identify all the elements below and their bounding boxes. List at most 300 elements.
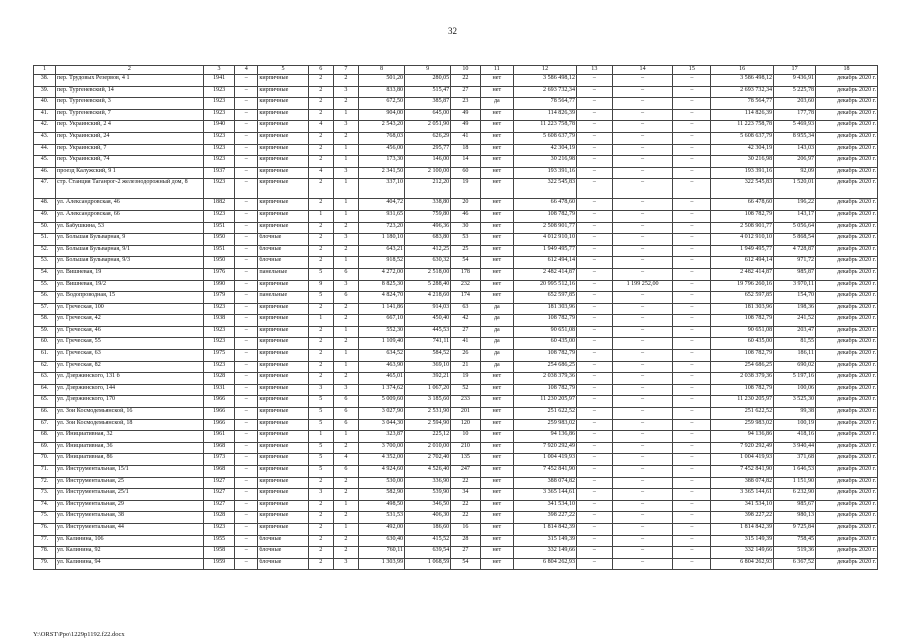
table-cell: 1958 xyxy=(203,547,234,559)
table-cell: – xyxy=(577,210,613,222)
table-row xyxy=(34,86,878,98)
table-cell: декабрь 2020 г. xyxy=(816,326,878,338)
table-cell: 1966 xyxy=(203,396,234,408)
table-cell: 25 xyxy=(451,245,480,257)
table-cell: 341 534,10 xyxy=(514,500,577,512)
table-cell: 1 004 419,93 xyxy=(514,454,577,466)
table-cell: – xyxy=(577,98,613,110)
table-cell: 2 531,90 xyxy=(405,408,451,420)
table-cell: 371,68 xyxy=(774,454,816,466)
table-cell: кирпичные xyxy=(258,396,308,408)
table-cell: – xyxy=(673,350,711,362)
table-cell: 1923 xyxy=(203,326,234,338)
table-cell: 552,30 xyxy=(358,326,404,338)
table-cell: – xyxy=(673,431,711,443)
table-cell: 42 304,19 xyxy=(514,144,577,156)
table-cell: 41. xyxy=(34,109,56,121)
table-cell: 2 594,90 xyxy=(405,419,451,431)
table-cell: – xyxy=(612,132,673,144)
table-cell: 3 xyxy=(333,384,358,396)
table-cell: нет xyxy=(480,547,514,559)
table-cell: 76. xyxy=(34,523,56,535)
table-cell: – xyxy=(673,454,711,466)
table-cell: 1 520,01 xyxy=(774,179,816,199)
table-cell: – xyxy=(577,547,613,559)
table-cell: 6 xyxy=(333,292,358,304)
table-row xyxy=(34,512,878,524)
table-cell: 108 782,79 xyxy=(514,384,577,396)
table-cell: 5 xyxy=(308,454,333,466)
table-cell: – xyxy=(612,121,673,133)
table-cell: 4 012 910,10 xyxy=(514,234,577,246)
table-cell: ул. Калинина, 106 xyxy=(56,535,204,547)
table-cell: 1966 xyxy=(203,408,234,420)
table-cell: 322 545,83 xyxy=(514,179,577,199)
column-header: 8 xyxy=(358,66,404,75)
table-row xyxy=(34,396,878,408)
table-cell: нет xyxy=(480,86,514,98)
table-cell: да xyxy=(480,98,514,110)
table-cell: 78. xyxy=(34,547,56,559)
table-cell: 1923 xyxy=(203,86,234,98)
table-row xyxy=(34,326,878,338)
table-cell: 5 xyxy=(308,292,333,304)
table-cell: 6 367,52 xyxy=(774,558,816,570)
column-header: 6 xyxy=(308,66,333,75)
table-cell: – xyxy=(235,245,258,257)
table-cell: ул. Калинина, 94 xyxy=(56,558,204,570)
column-header: 10 xyxy=(451,66,480,75)
table-cell: кирпичные xyxy=(258,222,308,234)
table-cell: – xyxy=(577,361,613,373)
table-cell: 1 xyxy=(333,199,358,211)
table-cell: 120 xyxy=(451,419,480,431)
table-row xyxy=(34,361,878,373)
table-cell: 1923 xyxy=(203,109,234,121)
table-cell: 27 xyxy=(451,547,480,559)
table-cell: кирпичные xyxy=(258,523,308,535)
table-row xyxy=(34,350,878,362)
table-cell: ул. Греческая, 55 xyxy=(56,338,204,350)
table-cell: ул. Калинина, 92 xyxy=(56,547,204,559)
table-row xyxy=(34,222,878,234)
table-cell: 7 452 841,90 xyxy=(514,466,577,478)
table-cell: 2 xyxy=(333,75,358,87)
table-cell: кирпичные xyxy=(258,326,308,338)
table-cell: – xyxy=(235,75,258,87)
table-cell: 3 xyxy=(333,167,358,179)
table-cell: 4 218,60 xyxy=(405,292,451,304)
table-cell: 2 508 901,77 xyxy=(711,222,774,234)
table-cell: 2 xyxy=(333,338,358,350)
table-cell: 68. xyxy=(34,431,56,443)
table-cell: 2 xyxy=(333,373,358,385)
table-cell: ул. Бабушкина, 53 xyxy=(56,222,204,234)
table-cell: – xyxy=(235,109,258,121)
table-cell: 1928 xyxy=(203,373,234,385)
table-cell: панельные xyxy=(258,292,308,304)
table-cell: – xyxy=(612,431,673,443)
table-cell: 341 534,10 xyxy=(711,500,774,512)
table-cell: 2 341,50 xyxy=(358,167,404,179)
table-cell: – xyxy=(235,234,258,246)
table-cell: 8 825,30 xyxy=(358,280,404,292)
table-cell: – xyxy=(235,547,258,559)
table-cell: 2 xyxy=(333,222,358,234)
table-cell: – xyxy=(612,500,673,512)
table-row xyxy=(34,257,878,269)
header-row xyxy=(34,66,878,75)
table-cell: – xyxy=(235,292,258,304)
table-cell: 2 702,40 xyxy=(405,454,451,466)
table-cell: кирпичные xyxy=(258,210,308,222)
table-cell: – xyxy=(612,292,673,304)
table-cell: 1 180,10 xyxy=(358,234,404,246)
table-cell: 51. xyxy=(34,234,56,246)
table-cell: декабрь 2020 г. xyxy=(816,361,878,373)
table-cell: ул. Греческая, 100 xyxy=(56,303,204,315)
table-cell: 1937 xyxy=(203,167,234,179)
table-cell: – xyxy=(235,167,258,179)
table-cell: нет xyxy=(480,132,514,144)
table-cell: ул. Дзержинского, 170 xyxy=(56,396,204,408)
table-cell: кирпичные xyxy=(258,454,308,466)
table-cell: 60 435,00 xyxy=(514,338,577,350)
table-cell: кирпичные xyxy=(258,477,308,489)
table-cell: 2 xyxy=(308,234,333,246)
table-cell: 8 955,34 xyxy=(774,132,816,144)
table-cell: ул. Александровская, 66 xyxy=(56,210,204,222)
table-cell: – xyxy=(577,167,613,179)
table-cell: 154,70 xyxy=(774,292,816,304)
table-cell: 42 xyxy=(451,315,480,327)
table-cell: декабрь 2020 г. xyxy=(816,303,878,315)
table-cell: 45. xyxy=(34,156,56,168)
table-cell: 49 xyxy=(451,121,480,133)
table-cell: 612 494,14 xyxy=(711,257,774,269)
table-cell: – xyxy=(673,98,711,110)
table-cell: 62. xyxy=(34,361,56,373)
table-cell: – xyxy=(612,315,673,327)
table-cell: кирпичные xyxy=(258,384,308,396)
table-cell: 72. xyxy=(34,477,56,489)
table-cell: нет xyxy=(480,477,514,489)
table-cell: панельные xyxy=(258,268,308,280)
table-cell: декабрь 2020 г. xyxy=(816,489,878,501)
table-cell: кирпичные xyxy=(258,98,308,110)
table-cell: декабрь 2020 г. xyxy=(816,500,878,512)
table-cell: 2 693 732,34 xyxy=(514,86,577,98)
table-cell: – xyxy=(673,222,711,234)
table-cell: 100,19 xyxy=(774,419,816,431)
table-cell: 251 622,52 xyxy=(514,408,577,420)
table-row xyxy=(34,466,878,478)
table-row xyxy=(34,234,878,246)
table-cell: – xyxy=(673,303,711,315)
table-cell: 1 xyxy=(333,144,358,156)
table-cell: – xyxy=(673,156,711,168)
table-cell: 5 xyxy=(308,466,333,478)
table-cell: – xyxy=(673,292,711,304)
table-cell: 337,10 xyxy=(358,179,404,199)
table-cell: – xyxy=(577,396,613,408)
table-cell: нет xyxy=(480,535,514,547)
table-row xyxy=(34,535,878,547)
table-cell: нет xyxy=(480,466,514,478)
table-cell: 1923 xyxy=(203,156,234,168)
table-cell: 1 xyxy=(333,523,358,535)
table-cell: 2 xyxy=(308,257,333,269)
table-cell: 11 230 205,97 xyxy=(711,396,774,408)
table-row xyxy=(34,500,878,512)
table-cell: нет xyxy=(480,234,514,246)
table-cell: 1 xyxy=(333,431,358,443)
table-cell: 645,00 xyxy=(405,109,451,121)
table-cell: кирпичные xyxy=(258,144,308,156)
table-cell: 2 038 379,36 xyxy=(514,373,577,385)
table-cell: 1 xyxy=(333,257,358,269)
table-cell: 2 xyxy=(308,523,333,535)
table-cell: 69. xyxy=(34,442,56,454)
table-cell: – xyxy=(577,132,613,144)
table-cell: – xyxy=(235,361,258,373)
table-cell: 914,03 xyxy=(405,303,451,315)
table-cell: 759,80 xyxy=(405,210,451,222)
table-cell: ул. Вишневая, 19 xyxy=(56,268,204,280)
table-cell: пер. Тургеневский, 3 xyxy=(56,98,204,110)
table-cell: 2 xyxy=(308,75,333,87)
table-cell: декабрь 2020 г. xyxy=(816,86,878,98)
table-cell: 60. xyxy=(34,338,56,350)
table-cell: 1923 xyxy=(203,210,234,222)
table-cell: блочные xyxy=(258,257,308,269)
table-cell: нет xyxy=(480,75,514,87)
table-cell: 2 xyxy=(308,326,333,338)
table-cell: 53. xyxy=(34,257,56,269)
table-cell: 77. xyxy=(34,535,56,547)
column-header: 1 xyxy=(34,66,56,75)
table-cell: 225,12 xyxy=(405,431,451,443)
table-cell: декабрь 2020 г. xyxy=(816,315,878,327)
table-cell: декабрь 2020 г. xyxy=(816,210,878,222)
table-cell: – xyxy=(612,396,673,408)
table-cell: 3 xyxy=(308,489,333,501)
table-cell: – xyxy=(612,419,673,431)
table-cell: декабрь 2020 г. xyxy=(816,384,878,396)
table-cell: 11 223 758,78 xyxy=(514,121,577,133)
table-cell: 22 xyxy=(451,512,480,524)
table-cell: кирпичные xyxy=(258,75,308,87)
table-cell: 52. xyxy=(34,245,56,257)
table-cell: – xyxy=(577,245,613,257)
table-cell: 3 365 144,61 xyxy=(514,489,577,501)
table-cell: – xyxy=(577,373,613,385)
table-cell: 2 xyxy=(308,350,333,362)
table-cell: 55. xyxy=(34,280,56,292)
table-cell: кирпичные xyxy=(258,466,308,478)
table-cell: 643,21 xyxy=(358,245,404,257)
table-cell: – xyxy=(673,109,711,121)
table-cell: пер. Украинский, 24 xyxy=(56,132,204,144)
table-cell: – xyxy=(235,268,258,280)
table-cell: 2 xyxy=(308,144,333,156)
table-cell: 612 494,14 xyxy=(514,257,577,269)
table-cell: 758,45 xyxy=(774,535,816,547)
table-cell: 3 xyxy=(333,558,358,570)
table-cell: нет xyxy=(480,121,514,133)
table-cell: 322 545,83 xyxy=(711,179,774,199)
table-cell: 1938 xyxy=(203,315,234,327)
table-cell: пер. Трудовых Резервов, 4 1 xyxy=(56,75,204,87)
table-cell: – xyxy=(235,257,258,269)
table-cell: – xyxy=(612,547,673,559)
table-cell: 41 xyxy=(451,338,480,350)
table-cell: 346,50 xyxy=(405,500,451,512)
table-cell: 1 xyxy=(333,500,358,512)
table-cell: 108 782,79 xyxy=(514,350,577,362)
table-cell: 1882 xyxy=(203,199,234,211)
table-cell: – xyxy=(673,523,711,535)
table-cell: кирпичные xyxy=(258,489,308,501)
table-cell: 760,11 xyxy=(358,547,404,559)
table-cell: нет xyxy=(480,280,514,292)
table-cell: кирпичные xyxy=(258,86,308,98)
table-cell: 7 452 841,90 xyxy=(711,466,774,478)
table-cell: кирпичные xyxy=(258,179,308,199)
table-cell: 52 xyxy=(451,384,480,396)
table-cell: 26 xyxy=(451,350,480,362)
table-cell: 48. xyxy=(34,199,56,211)
table-cell: 2 xyxy=(333,132,358,144)
table-cell: декабрь 2020 г. xyxy=(816,408,878,420)
table-cell: 980,13 xyxy=(774,512,816,524)
table-cell: 931,65 xyxy=(358,210,404,222)
table-cell: 2 xyxy=(333,245,358,257)
table-cell: 198,36 xyxy=(774,303,816,315)
table-cell: 1 109,40 xyxy=(358,338,404,350)
table-row xyxy=(34,373,878,385)
table-row xyxy=(34,199,878,211)
table-cell: – xyxy=(235,523,258,535)
table-cell: – xyxy=(673,361,711,373)
table-cell: нет xyxy=(480,144,514,156)
table-cell: нет xyxy=(480,222,514,234)
table-row xyxy=(34,408,878,420)
table-cell: 6 xyxy=(333,419,358,431)
table-cell: – xyxy=(673,121,711,133)
table-cell: 1928 xyxy=(203,512,234,524)
table-cell: 108 782,79 xyxy=(711,210,774,222)
table-cell: – xyxy=(673,500,711,512)
table-cell: – xyxy=(673,257,711,269)
table-cell: 259 983,02 xyxy=(711,419,774,431)
table-cell: кирпичные xyxy=(258,361,308,373)
table-cell: – xyxy=(612,268,673,280)
table-cell: 985,87 xyxy=(774,268,816,280)
table-cell: ул. Инструментальная, 15/1 xyxy=(56,466,204,478)
table-cell: 2 xyxy=(333,512,358,524)
table-cell: 108 782,79 xyxy=(711,315,774,327)
table-cell: 9 725,84 xyxy=(774,523,816,535)
table-row xyxy=(34,303,878,315)
table-cell: 1 814 842,39 xyxy=(711,523,774,535)
table-cell: – xyxy=(612,338,673,350)
table-cell: – xyxy=(612,466,673,478)
table-cell: 5 608 637,79 xyxy=(711,132,774,144)
table-cell: – xyxy=(235,210,258,222)
table-cell: 3 586 498,12 xyxy=(514,75,577,87)
table-cell: 1 646,53 xyxy=(774,466,816,478)
table-cell: кирпичные xyxy=(258,338,308,350)
table-cell: – xyxy=(235,396,258,408)
table-cell: – xyxy=(235,350,258,362)
table-cell: 186,60 xyxy=(405,523,451,535)
table-cell: 971,72 xyxy=(774,257,816,269)
table-cell: – xyxy=(673,199,711,211)
table-cell: 1927 xyxy=(203,489,234,501)
table-cell: – xyxy=(235,303,258,315)
table-cell: да xyxy=(480,326,514,338)
table-cell: 63. xyxy=(34,373,56,385)
table-row xyxy=(34,384,878,396)
table-cell: 1923 xyxy=(203,338,234,350)
table-cell: 1 814 842,39 xyxy=(514,523,577,535)
table-cell: – xyxy=(235,86,258,98)
table-cell: 1931 xyxy=(203,384,234,396)
table-cell: – xyxy=(235,477,258,489)
table-cell: – xyxy=(577,156,613,168)
table-cell: кирпичные xyxy=(258,303,308,315)
table-cell: 193 391,16 xyxy=(514,167,577,179)
table-cell: 1961 xyxy=(203,431,234,443)
table-cell: ул. Инициативная, 86 xyxy=(56,454,204,466)
table-cell: 1923 xyxy=(203,132,234,144)
table-cell: кирпичные xyxy=(258,167,308,179)
table-cell: 639,54 xyxy=(405,547,451,559)
table-cell: 3 xyxy=(333,121,358,133)
table-cell: 398 227,22 xyxy=(711,512,774,524)
table-cell: – xyxy=(235,466,258,478)
table-cell: 143,17 xyxy=(774,210,816,222)
table-cell: – xyxy=(577,384,613,396)
table-cell: 498,50 xyxy=(358,500,404,512)
table-cell: проезд Калужский, 9 1 xyxy=(56,167,204,179)
table-cell: – xyxy=(577,408,613,420)
table-cell: – xyxy=(577,454,613,466)
table-cell: 44. xyxy=(34,144,56,156)
table-cell: – xyxy=(577,466,613,478)
table-cell: 1 xyxy=(333,210,358,222)
table-cell: 4 352,00 xyxy=(358,454,404,466)
table-cell: 66. xyxy=(34,408,56,420)
table-cell: 6 xyxy=(333,408,358,420)
table-cell: 241,52 xyxy=(774,315,816,327)
table-cell: 177,78 xyxy=(774,109,816,121)
table-cell: 1 xyxy=(308,210,333,222)
table-cell: 5 225,78 xyxy=(774,86,816,98)
table-cell: нет xyxy=(480,408,514,420)
table-cell: – xyxy=(673,234,711,246)
table-cell: 11 230 205,97 xyxy=(514,396,577,408)
table-row xyxy=(34,292,878,304)
table-cell: декабрь 2020 г. xyxy=(816,535,878,547)
table-cell: 196,22 xyxy=(774,199,816,211)
table-cell: 338,80 xyxy=(405,199,451,211)
table-cell: 63 xyxy=(451,303,480,315)
table-cell: 181 303,96 xyxy=(711,303,774,315)
table-cell: 630,40 xyxy=(358,535,404,547)
table-cell: 1941 xyxy=(203,75,234,87)
